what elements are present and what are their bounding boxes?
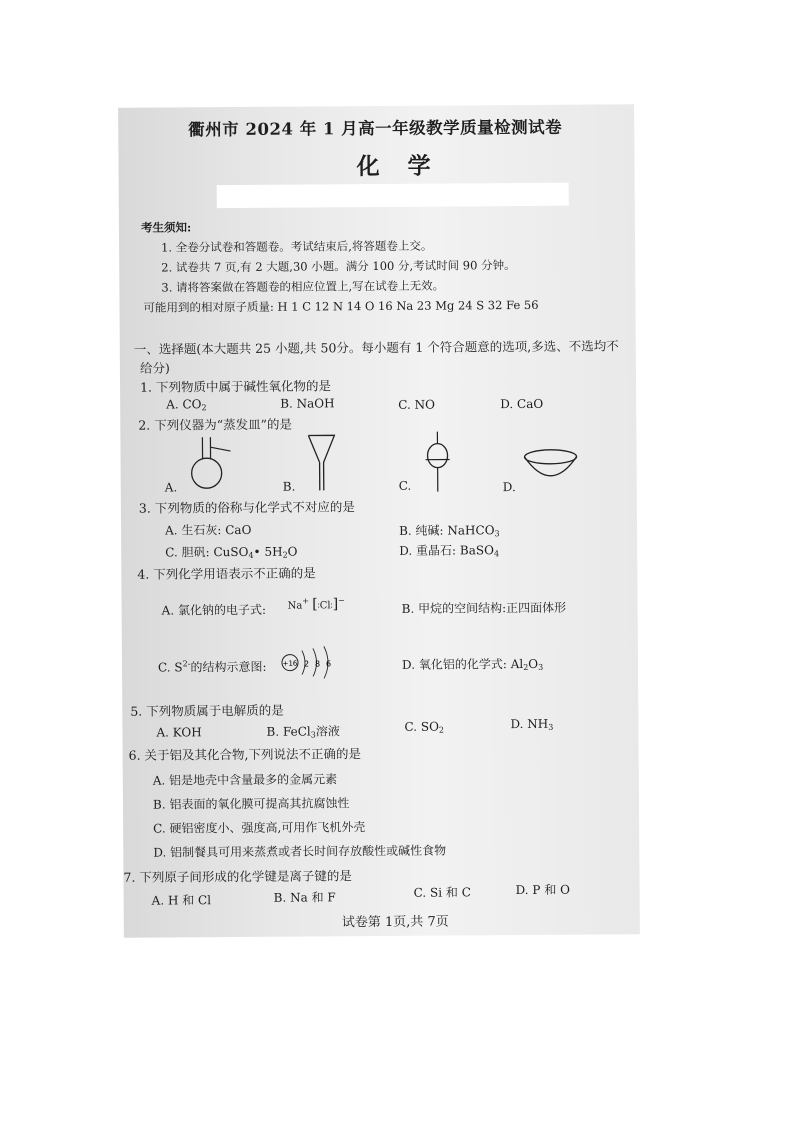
q6-option-d: D. 铝制餐具可用来蒸煮或者长时间存放酸性或碱性食物 xyxy=(153,843,447,860)
q2-option-a: A. xyxy=(164,480,178,495)
q6-option-a: A. 铝是地壳中含量最多的金属元素 xyxy=(152,772,338,788)
q6-option-c: C. 硬铝密度小、强度高,可用作飞机外壳 xyxy=(153,820,366,836)
section-heading: 一、选择题(本大题共 25 小题,共 50分。每小题有 1 个符合题意的选项,多选、不选均不 xyxy=(133,338,619,357)
q4-option-a: A. 氯化钠的电子式: xyxy=(161,602,267,618)
q7-option-b: B. Na 和 F xyxy=(273,890,336,905)
q5-option-d: D. $NH_3$ xyxy=(510,716,554,732)
redacted-area xyxy=(217,183,569,208)
q5-option-c: C. $SO_2$ xyxy=(404,719,445,735)
section-heading-cont: 给分) xyxy=(139,360,170,376)
question-3-stem: 3. 下列物质的俗称与化学式不对应的是 xyxy=(138,499,355,516)
q3-option-c: C. 胆矾: CuSO$_4$• $5H_2O$ xyxy=(165,544,298,560)
round-bottom-flask-icon xyxy=(186,435,236,495)
q1-option-b: B. NaOH xyxy=(280,396,335,411)
funnel-icon xyxy=(306,432,336,492)
notice-item: 2. 试卷共 7 页,有 2 大题,30 小题。满分 100 分,考试时间 90 分钟。 xyxy=(161,258,516,275)
shell-1-count: 2 xyxy=(303,659,310,669)
q1-option-d: D. CaO xyxy=(500,396,544,412)
question-2-stem: 2. 下列仪器为“蒸发皿”的是 xyxy=(138,416,293,433)
q4-option-d: D. 氧化铝的化学式: $Al_2O_3$ xyxy=(401,656,544,672)
subject-title: 化 学 xyxy=(356,152,441,181)
electron-formula: Na+ [∶Cl∶]− xyxy=(287,596,345,613)
notice-item: 3. 请将答案做在答题卷的相应位置上,写在试卷上无效。 xyxy=(161,278,445,295)
q7-option-d: D. P 和 O xyxy=(515,882,571,898)
q2-option-c: C. xyxy=(398,478,412,493)
question-7-stem: 7. 下列原子间形成的化学键是离子键的是 xyxy=(123,868,352,885)
q5-option-b: B. FeCl$_3$溶液 xyxy=(266,724,340,740)
q1-option-c: C. NO xyxy=(398,397,435,412)
evaporating-dish-icon xyxy=(522,447,578,483)
exam-paper xyxy=(118,104,640,938)
question-4-stem: 4. 下列化学用语表示不正确的是 xyxy=(137,565,316,582)
q7-option-a: A. H 和 Cl xyxy=(151,893,212,908)
q5-option-a: A. KOH xyxy=(156,725,202,740)
page-footer: 试卷第 1页,共 7页 xyxy=(341,914,449,931)
question-1-stem: 1. 下列物质中属于碱性氧化物的是 xyxy=(140,378,332,395)
separatory-funnel-icon xyxy=(422,429,452,493)
q3-option-b: B. 纯碱: NaHCO$_3$ xyxy=(399,523,500,539)
q2-option-b: B. xyxy=(282,479,296,494)
q7-option-c: C. Si 和 C xyxy=(413,885,471,900)
shell-3-count: 6 xyxy=(325,659,332,669)
question-5-stem: 5. 下列物质属于电解质的是 xyxy=(130,702,284,719)
q6-option-b: B. 铝表面的氧化膜可提高其抗腐蚀性 xyxy=(152,796,350,812)
sulfide-ion-diagram xyxy=(280,644,336,680)
notice-heading: 考生须知: xyxy=(140,220,192,235)
q4-option-b: B. 甲烷的空间结构:正四面体形 xyxy=(401,600,567,616)
atomic-masses: 可能用到的相对原子质量: H 1 C 12 N 14 O 16 Na 23 Mg 24 S 32 Fe 56 xyxy=(143,297,539,315)
q3-option-a: A. 生石灰: CaO xyxy=(165,522,252,538)
exam-title: 衢州市 2024 年 1 月高一年级教学质量检测试卷 xyxy=(188,117,563,140)
q1-option-a: A. $CO_2$ xyxy=(166,397,207,413)
q3-option-d: D. 重晶石: BaSO$_4$ xyxy=(399,543,500,559)
question-6-stem: 6. 关于铝及其化合物,下列说法不正确的是 xyxy=(128,746,362,763)
nucleus-label: +16 xyxy=(282,659,298,668)
shell-2-count: 8 xyxy=(314,659,321,669)
q4-option-c: C. $S^{2-}$的结构示意图: xyxy=(157,659,267,675)
notice-item: 1. 全卷分试卷和答题卷。考试结束后,将答题卷上交。 xyxy=(161,238,433,255)
q2-option-d: D. xyxy=(502,480,516,495)
